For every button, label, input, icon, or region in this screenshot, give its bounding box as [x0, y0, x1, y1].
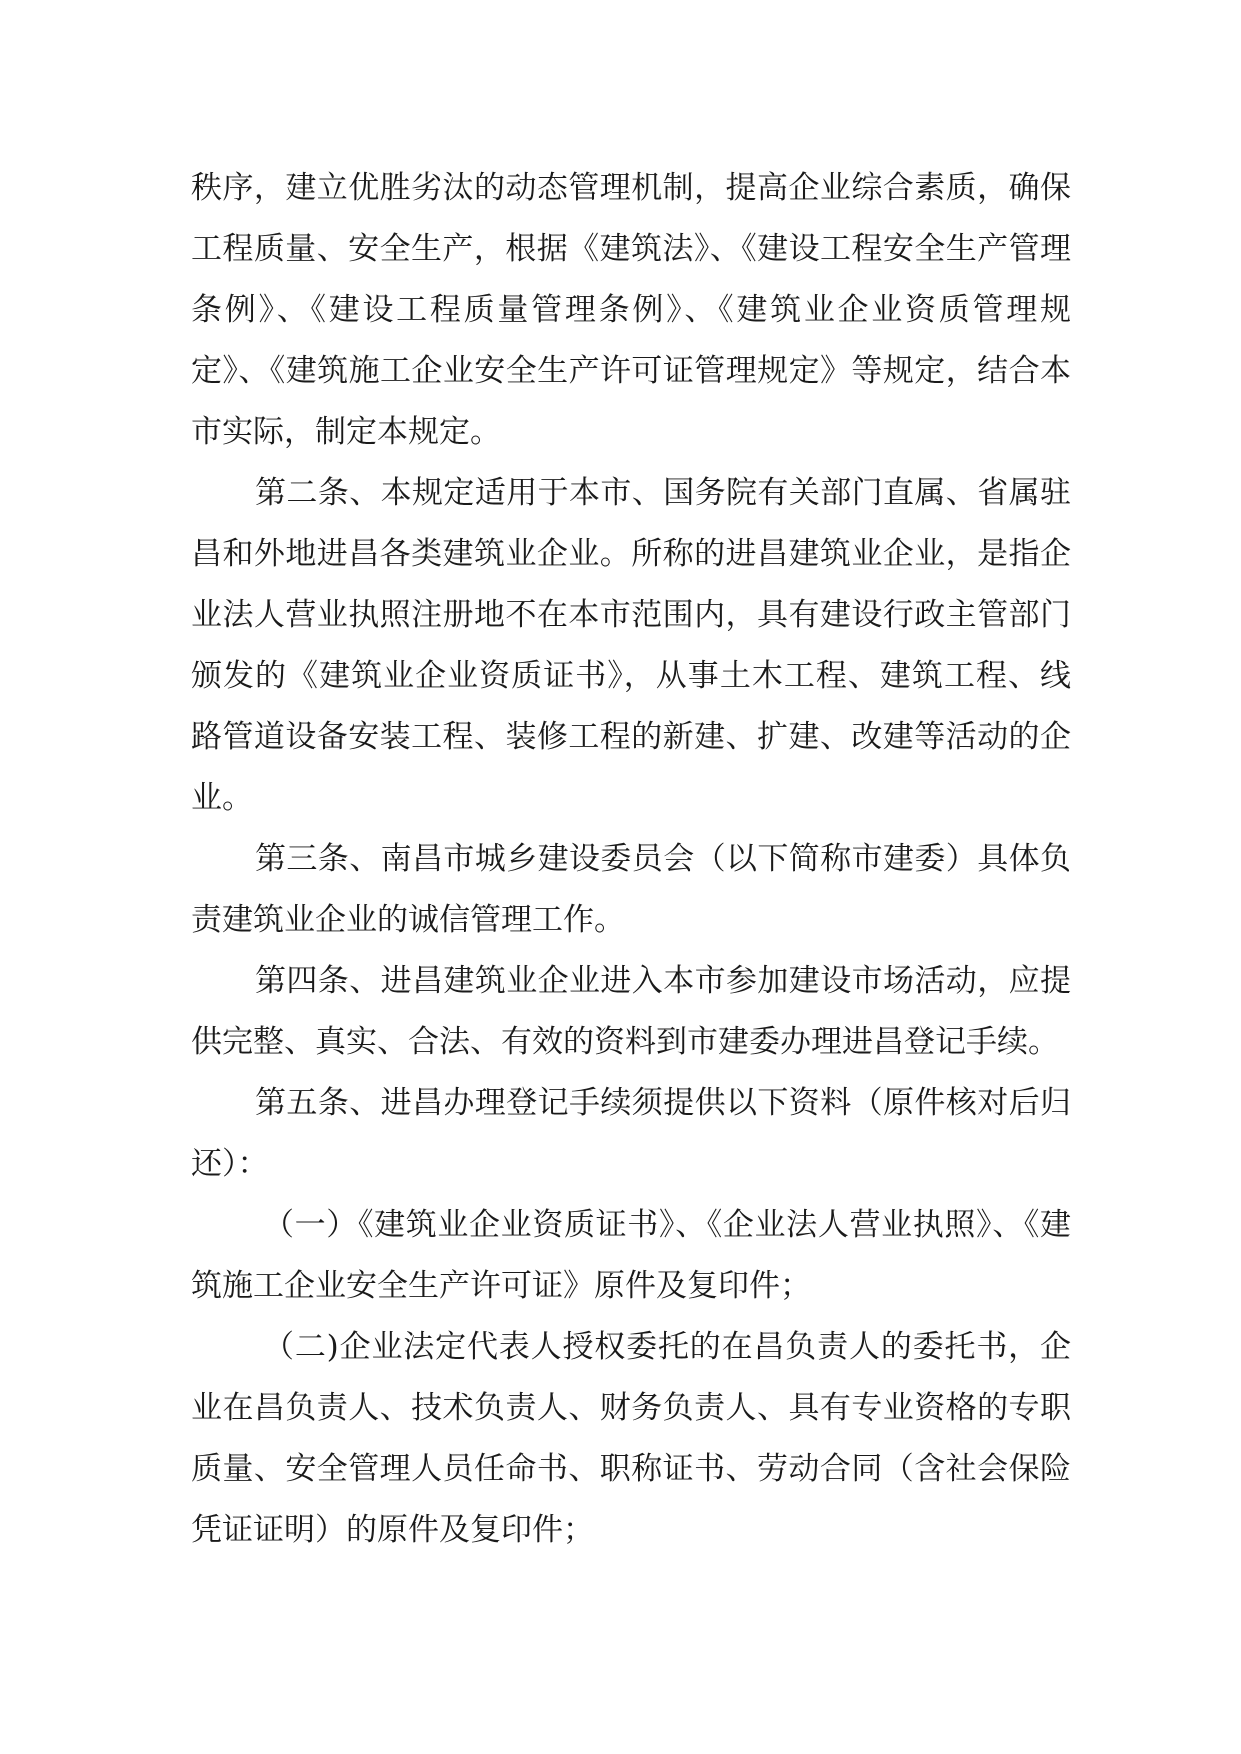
paragraph-article-5: 第五条、进昌办理登记手续须提供以下资料（原件核对后归还）： [191, 1085, 1071, 1182]
document-body [191, 158, 1071, 1561]
paragraph-article-3: 第三条、南昌市城乡建设委员会（以下简称市建委）具体负责建筑业企业的诚信管理工作。 [191, 841, 1071, 938]
paragraph-item-2: （二)企业法定代表人授权委托的在昌负责人的委托书，企业在昌负责人、技术负责人、财务负责人、具有专业资格的专职质量、安全管理人员任命书、职称证书、劳动合同（含社会保险凭证证明）的原件及复印件； [191, 1329, 1071, 1548]
paragraph-continuation: 秩序，建立优胜劣汰的动态管理机制，提高企业综合素质，确保工程质量、安全生产，根据《建筑法》、《建设工程安全生产管理条例》、《建设工程质量管理条例》、《建筑业企业资质管理规定》、《建筑施工企业安全生产许可证管理规定》等规定，结合本市实际，制定本规定。 [191, 170, 1071, 450]
paragraph-article-4: 第四条、进昌建筑业企业进入本市参加建设市场活动，应提供完整、真实、合法、有效的资料到市建委办理进昌登记手续。 [191, 963, 1071, 1060]
paragraph-item-1: （一）《建筑业企业资质证书》、《企业法人营业执照》、《建筑施工企业安全生产许可证》原件及复印件； [191, 1207, 1071, 1304]
paragraph-article-2: 第二条、本规定适用于本市、国务院有关部门直属、省属驻昌和外地进昌各类建筑业企业。所称的进昌建筑业企业，是指企业法人营业执照注册地不在本市范围内，具有建设行政主管部门颁发的《建筑业企业资质证书》，从事土木工程、建筑工程、线路管道设备安装工程、装修工程的新建、扩建、改建等活动的企业。 [191, 475, 1071, 816]
